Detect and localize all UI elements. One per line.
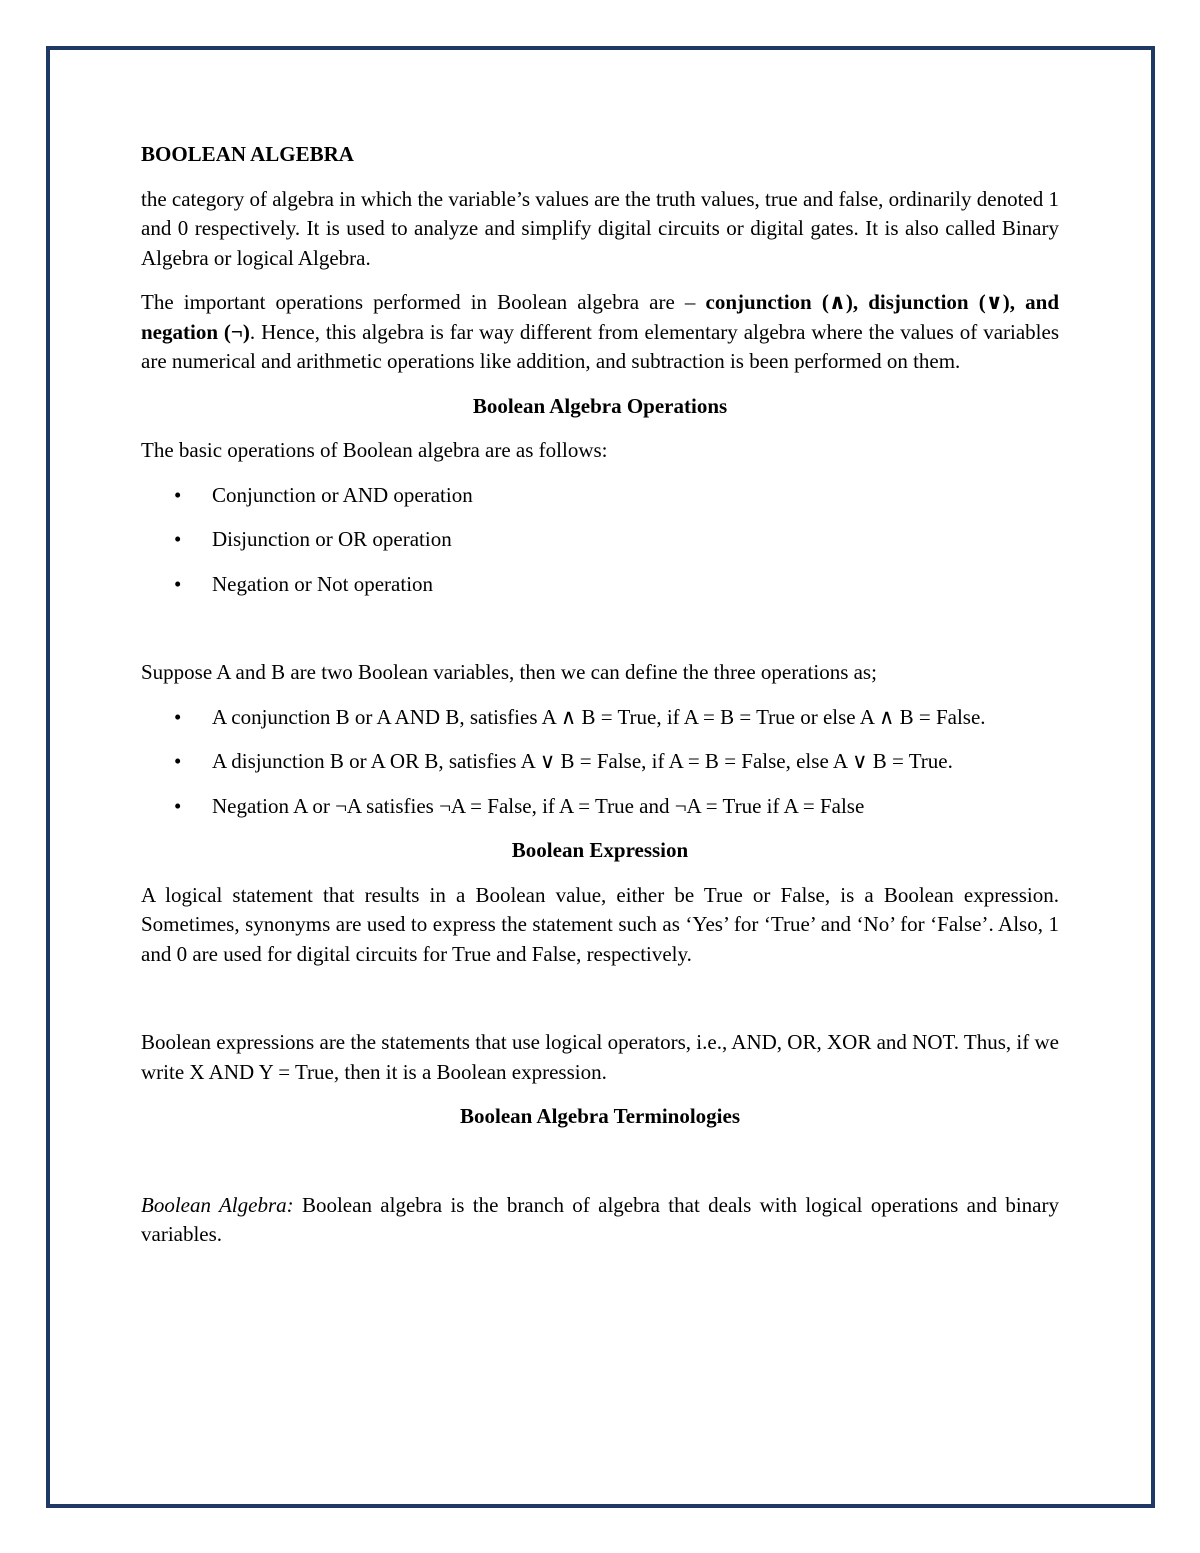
heading-boolean-algebra-terminologies: Boolean Algebra Terminologies [459, 1104, 740, 1128]
expression-paragraph-2: Boolean expressions are the statements that use logical operators, i.e., AND, OR, XOR and NOT. Thus, if we write X AND Y = True, then it is a Boolean expression. [141, 1030, 1059, 1084]
list-item-text: A disjunction B or A OR B, satisfies A ∨ B = False, if A = B = False, else A ∨ B = True. [212, 749, 953, 773]
list-item [141, 525, 1059, 555]
term-label: Boolean Algebra: [141, 1192, 294, 1217]
term-definition: Boolean algebra is the branch of algebra that deals with logical operations and binary variables. [141, 1192, 1059, 1246]
bullet-icon: • [174, 704, 182, 729]
list-item-text: Disjunction or OR operation [212, 527, 452, 551]
list-item-text: Negation or Not operation [212, 571, 434, 596]
document-body [141, 140, 1059, 1265]
definitions-lead: Suppose A and B are two Boolean variables, then we can define the three operations as; [141, 660, 877, 684]
bullet-icon: • [174, 793, 182, 818]
bullet-icon: • [174, 749, 182, 773]
intro-paragraph: the category of algebra in which the variable’s values are the truth values, true and false, ordinarily denoted 1 and 0 respectively. It is used to analyze and simplify digital circuits or digital gates. It is also called Binary Algebra or logical Algebra. [141, 186, 1059, 270]
bullet-icon: • [174, 571, 182, 596]
operations-list [141, 481, 1059, 600]
spacer [141, 984, 1059, 1028]
definitions-list [141, 703, 1059, 822]
list-item [141, 481, 1059, 511]
terminology-paragraph [141, 1191, 1059, 1250]
bullet-icon: • [174, 482, 182, 507]
document-title: BOOLEAN ALGEBRA [141, 142, 354, 166]
operations-intro-paragraph [141, 288, 1059, 377]
list-item [141, 747, 1059, 777]
list-item-text: Conjunction or AND operation [212, 482, 473, 507]
heading-boolean-expression: Boolean Expression [511, 838, 689, 862]
list-item-text: A conjunction B or A AND B, satisfies A ∧ B = True, if A = B = True or else A ∧ B = False. [212, 704, 986, 729]
operations-intro-prefix: The important operations performed in Boolean algebra are – [141, 290, 706, 314]
list-item-text: Negation A or ¬A satisfies ¬A = False, if A = True and ¬A = True if A = False [212, 793, 865, 818]
bullet-icon: • [174, 527, 182, 551]
operations-intro-bold: conjunction (∧), disjunction (∨), and negation (¬) [141, 290, 1059, 344]
list-item [141, 792, 1059, 822]
expression-paragraph-1: A logical statement that results in a Boolean value, either be True or False, is a Boolean expression. Sometimes, synonyms are used to express the statement such as ‘Yes’ for ‘True’ and ‘No’ for ‘False’. Also, 1 and 0 are used for digital circuits for True and False, respectively. [141, 882, 1059, 966]
heading-boolean-algebra-operations: Boolean Algebra Operations [472, 393, 728, 418]
list-item [141, 570, 1059, 600]
spacer [141, 614, 1059, 658]
operations-intro-suffix: . Hence, this algebra is far way different from elementary algebra where the values of variables are numerical and arithmetic operations like addition, and subtraction is been performed on them. [141, 319, 1059, 373]
list-item [141, 703, 1059, 733]
spacer [141, 1147, 1059, 1191]
operations-lead: The basic operations of Boolean algebra are as follows: [141, 438, 608, 462]
